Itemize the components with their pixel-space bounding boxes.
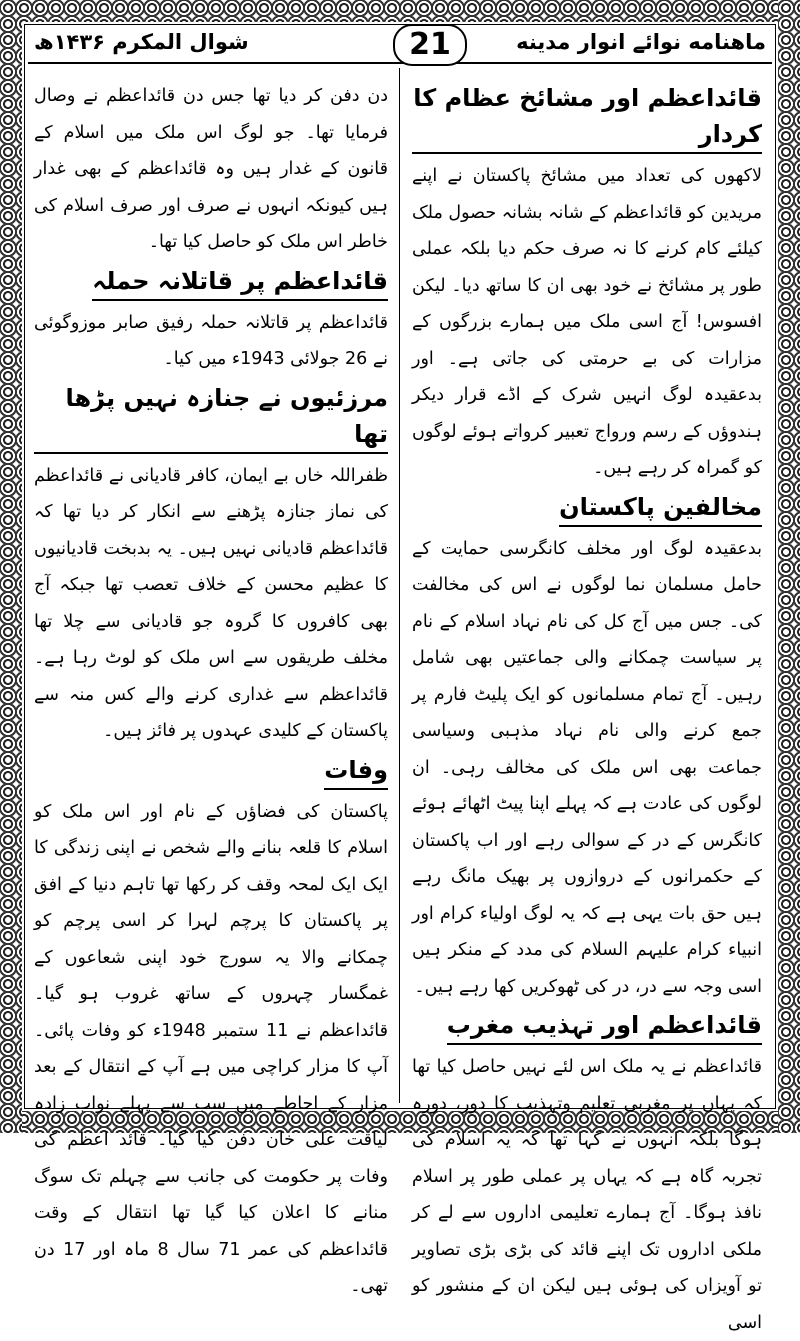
magazine-title: ماهنامه نوائے انوار مدینه xyxy=(516,30,766,54)
paragraph: دن دفن کر دیا تھا جس دن قائداعظم نے وصال فرمایا تھا۔ جو لوگ اس ملک میں اسلام کے قانون کے غدار ہیں وہ قائداعظم کے بھی غدار ہیں کیونکہ انہوں نے صرف اور صرف اسلام کی خاطر اس ملک کو حاصل کیا تھا۔ xyxy=(34,86,388,252)
section-heading: وفات xyxy=(324,752,388,790)
paragraph: ظفراللہ خاں بے ایمان، کافر قادیانی نے قائداعظم کی نماز جنازہ پڑھنے سے انکار کر دیا تھا کہ قائداعظم قادیانی نہیں ہیں۔ یہ بدبخت قادیانیوں کا عظیم محسن کے خلاف تعصب تھا جبکہ آج بھی کافروں کا گروہ جو قادیانی سے چلا تھا مخلف طریقوں سے اس ملک کو لوٹ رہا ہے۔ قائداعظم سے غداری کرنے والے کس منہ سے پاکستان کے کلیدی عہدوں پر فائز ہیں۔ xyxy=(34,465,388,741)
paragraph: لاکھوں کی تعداد میں مشائخ پاکستان نے اپنے مریدین کو قائداعظم کے شانہ بشانہ حصول ملک کیلئے کام کرنے کا نہ صرف حکم دیا بلکہ عملی طور پر مشائخ نے خود بھی ان کا ساتھ دیا۔ لیکن افسوس! آج اسی ملک میں ہمارے بزرگوں کے مزارات کی بے حرمتی کی جاتی ہے۔ اور بدعقیدہ لوگ انہیں شرک کے اڈے قرار دیکر ہندوؤں کے رسم ورواج تعبیر کرواتے ہوئے لوگوں کو گمراہ کر رہے ہیں۔ xyxy=(412,166,762,478)
left-column xyxy=(34,78,388,1305)
section-heading: مخالفین پاکستان xyxy=(559,489,762,527)
ornamental-border-left xyxy=(0,0,22,1133)
section-heading: قائداعظم اور مشائخ عظام کا کردار xyxy=(412,80,762,154)
section-heading: قائداعظم پر قاتلانہ حملہ xyxy=(92,263,388,301)
column-divider xyxy=(399,68,400,1103)
section-heading: قائداعظم اور تہذیب مغرب xyxy=(447,1007,762,1045)
section-heading: مرزئیوں نے جنازہ نہیں پڑھا تھا xyxy=(34,380,388,454)
issue-date: شوال المکرم ۱۴۳۶ھ xyxy=(34,30,249,54)
paragraph: بدعقیدہ لوگ اور مخلف کانگرسی حمایت کے حامل مسلمان نما لوگوں نے اس کی مخالفت کی۔ جس میں آج کل کی نام نہاد اسلام کے نام پر سیاست چمکانے والی جماعتیں بھی شامل رہیں۔ آج تمام مسلمانوں کو ایک پلیٹ فارم پر جمع کرنے والی نام نہاد مذہبی وسیاسی جماعت بھی اس ملک کی مخالف رہی۔ ان لوگوں کی عادت ہے کہ پہلے اپنا پیٹ اٹھائے ہوئے کانگرس کے در کے سوالی رہے اور اب پاکستان کے حکمرانوں کے دروازوں پر بھیک مانگ رہے ہیں حق بات یہی ہے کہ یہ لوگ اولیاء کرام اور انبیاء کرام علیہم السلام کی مدد کے منکر ہیں اسی وجہ سے در، در کی ٹھوکریں کھا رہے ہیں۔ xyxy=(412,538,762,997)
right-column xyxy=(412,78,762,1341)
page-number: 21 xyxy=(393,24,467,66)
paragraph: پاکستان کی فضاؤں کے نام اور اس ملک کو اسلام کا قلعہ بنانے والے شخص نے اپنی زندگی کا ایک ایک لمحہ وقف کر رکھا تھا تاہم دنیا کے افق پر پاکستان کا پرچم لہرا کر اسی پرچم کو چمکانے والا یہ سورج خود اپنی شعاعوں کے غمگسار چہروں کے ساتھ غروب ہو گیا۔ قائداعظم نے 11 ستمبر 1948ء کو وفات پائی۔ آپ کا مزار کراچی میں ہے آپ کے انتقال کے بعد مزار کے احاطے میں سب سے پہلے نواب زادہ لیاقت علی خان دفن کیا گیا۔ قائد اعظم کی وفات پر حکومت کی جانب سے چہلم تک سوگ منانے کا اعلان کیا گیا تھا انتقال کے وقت قائداعظم کی عمر 71 سال 8 ماہ اور 17 دن تھی۔ xyxy=(34,801,389,1296)
ornamental-border-right xyxy=(778,0,800,1133)
paragraph: قائداعظم پر قاتلانہ حملہ رفیق صابر موزوگوئی نے 26 جولائی 1943ء میں کیا۔ xyxy=(34,312,388,369)
page-header xyxy=(28,26,772,66)
ornamental-border-top xyxy=(0,0,800,22)
paragraph: قائداعظم نے یہ ملک اس لئے نہیں حاصل کیا تھا کہ یہاں پر مغربی تعلیم وتہذیب کا دور، دورہ ہوگا بلکہ انہوں نے کہا تھا کہ یہ اسلام کی تجربہ گاہ ہے کہ یہاں پر عملی طور پر اسلام نافذ ہوگا۔ آج ہمارے تعلیمی اداروں سے لے کر ملکی اداروں تک اپنے قائد کی بڑی بڑی تصاویر تو آویزاں کی ہوئی ہیں لیکن ان کے منشور کو اسی xyxy=(412,1057,762,1333)
